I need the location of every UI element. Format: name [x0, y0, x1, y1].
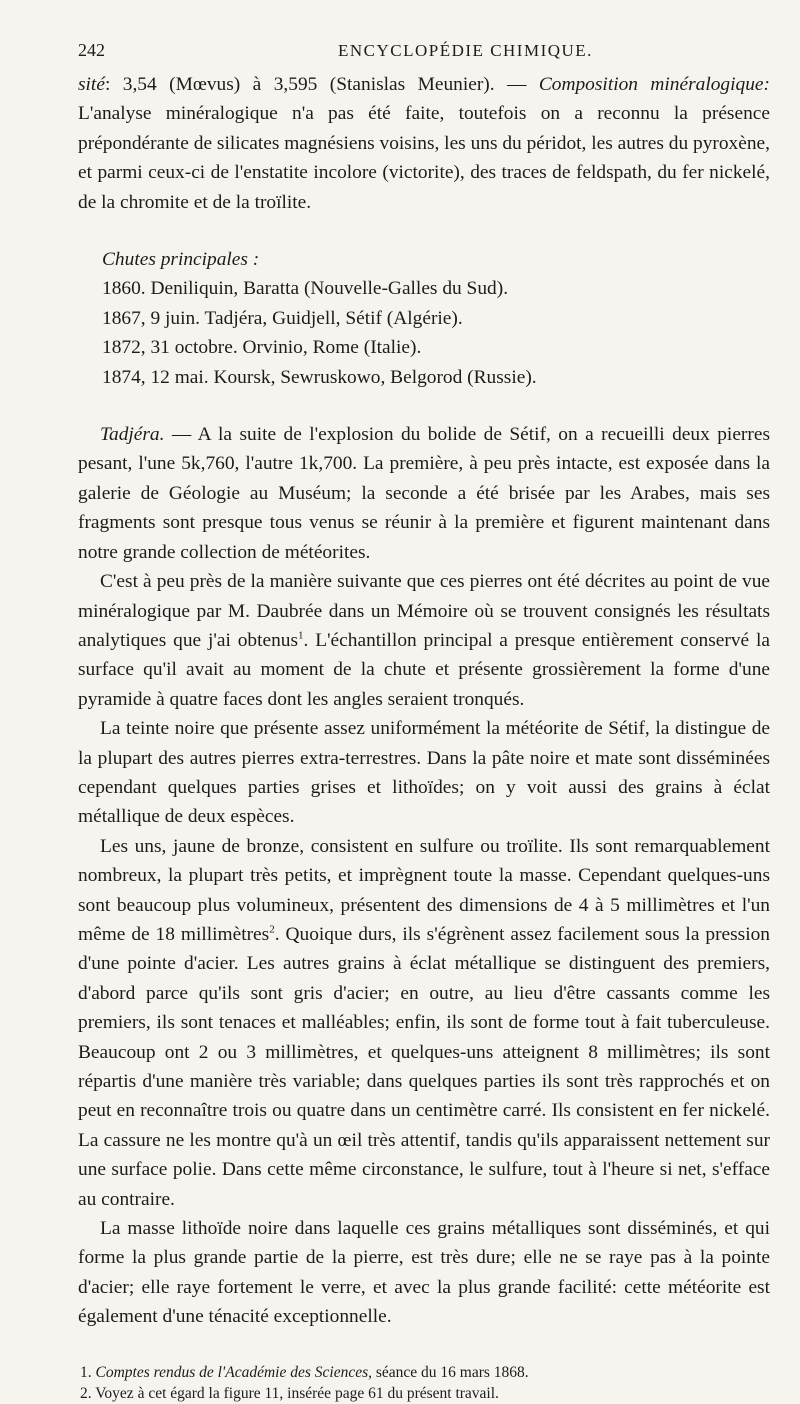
- composition-text: L'analyse minéralogique n'a pas été faite, toutefois on a reconnu la présence prépondérante de silicates magnésiens voisins, les uns du péridot, les autres du pyroxène, et parmi ceux-ci de l'enstatite incolore (victorite), des traces de feldspath, du fer nickelé, de la chromite et de la troïlite.: [78, 103, 770, 213]
- intro-paragraph: sité: 3,54 (Mœvus) à 3,595 (Stanislas Meunier). — Composition minéralogique: L'analyse minéralogique n'a pas été faite, toutefois on a reconnu la présence prépondérante de silicates magnésiens voisins, les uns du péridot, les autres du pyroxène, et parmi ceux-ci de l'enstatite incolore (victorite), des traces de feldspath, du fer nickelé, de la chromite et de la troïlite.: [78, 74, 770, 213]
- footnote-1: 1. Comptes rendus de l'Académie des Sciences, séance du 16 mars 1868.: [80, 1363, 529, 1381]
- fall-item: 1874, 12 mai. Koursk, Sewruskowo, Belgorod (Russie).: [102, 366, 537, 388]
- body-text: [78, 70, 770, 1332]
- running-head: ENCYCLOPÉDIE CHIMIQUE.: [338, 41, 593, 60]
- tadjera-paragraph-2: C'est à peu près de la manière suivante que ces pierres ont été décrites au point de vue minéralogique par M. Daubrée dans un Mémoire où se trouvent consignés les résultats analytiques que j'ai obtenus$^1$. L'échantillon principal a presque entièrement conservé la surface qu'il avait au moment de la chute et présente grossièrement la forme d'une pyramide à quatre faces dont les angles seraient tronqués.: [78, 571, 770, 710]
- fall-item: 1872, 31 octobre. Orvinio, Rome (Italie).: [102, 337, 422, 359]
- tadjera-paragraph-5: La masse lithoïde noire dans laquelle ces grains métalliques sont disséminés, et qui forme la plus grande partie de la pierre, est très dure; elle ne se raye pas à la pointe d'acier; elle raye fortement le verre, et avec la plus grande facilité: cette météorite est également d'une ténacité exceptionnelle.: [78, 1218, 770, 1328]
- fall-item: 1867, 9 juin. Tadjéra, Guidjell, Sétif (Algérie).: [102, 307, 463, 329]
- falls-heading: Chutes principales :: [102, 249, 260, 271]
- composition-label: Composition minéralogique: [538, 74, 764, 95]
- tadjera-label: Tadjéra.: [100, 424, 165, 446]
- density-label: sité: [78, 74, 105, 95]
- footnote-ref-2: 2: [269, 923, 275, 936]
- tadjera-paragraph-4: Les uns, jaune de bronze, consistent en sulfure ou troïlite. Ils sont remarquablement nombreux, la plupart très petits, et imprègnent toute la masse. Cependant quelques-uns sont beaucoup plus volumineux, présentent des dimensions de 4 à 5 millimètres et l'un même de 18 millimètres$^2$. Quoique durs, ils s'égrènent assez facilement sous la pression d'une pointe d'acier. Les autres grains à éclat métallique se distinguent des premiers, d'abord parce qu'ils sont gris d'acier; en outre, au lieu d'être cassants comme les premiers, ils sont tenaces et malléables; enfin, ils sont de forme tout à fait tuberculeuse. Beaucoup ont 2 ou 3 millimètres, et quelques-uns atteignent 8 millimètres; ils sont répartis d'une manière très variable; dans quelques parties ils sont très rapprochés et on peut en reconnaître trois ou quatre dans un centimètre carré. Ils consistent en fer nickelé. La cassure ne les montre qu'à un œil très attentif, tandis qu'ils apparaissent nettement sur une surface polie. Dans cette même circonstance, le sulfure, tout à l'heure si net, s'efface au contraire.: [78, 835, 770, 1210]
- principal-falls: [78, 245, 770, 392]
- fall-item: 1860. Deniliquin, Baratta (Nouvelle-Galles du Sud).: [102, 278, 509, 300]
- footnotes: [78, 1362, 770, 1404]
- tadjera-paragraph-1: Tadjéra. — A la suite de l'explosion du bolide de Sétif, on a recueilli deux pierres pesant, l'une 5k,760, l'autre 1k,700. La première, à peu près intacte, est exposée dans la galerie de Géologie au Muséum; la seconde a été brisée par les Arabes, mais ses fragments sont presque tous venus se réunir à la première et figurent maintenant dans notre grande collection de météorites.: [78, 424, 770, 563]
- page-header: [78, 40, 770, 70]
- footnote-ref-1: 1: [298, 629, 304, 642]
- density-colon: :: [104, 74, 111, 95]
- page-number: 242: [78, 40, 105, 60]
- tadjera-paragraph-3: La teinte noire que présente assez uniformément la météorite de Sétif, la distingue de la plupart des autres pierres extra-terrestres. Dans la pâte noire et mate sont disséminées cependant quelques parties grises et lithoïdes; on y voit aussi des grains à éclat métallique de deux espèces.: [78, 718, 770, 828]
- footnote-2: 2. Voyez à cet égard la figure 11, insérée page 61 du présent travail.: [80, 1384, 499, 1402]
- density-text: 3,54 (Mœvus) à 3,595 (Stanislas Meunier). —: [110, 74, 539, 95]
